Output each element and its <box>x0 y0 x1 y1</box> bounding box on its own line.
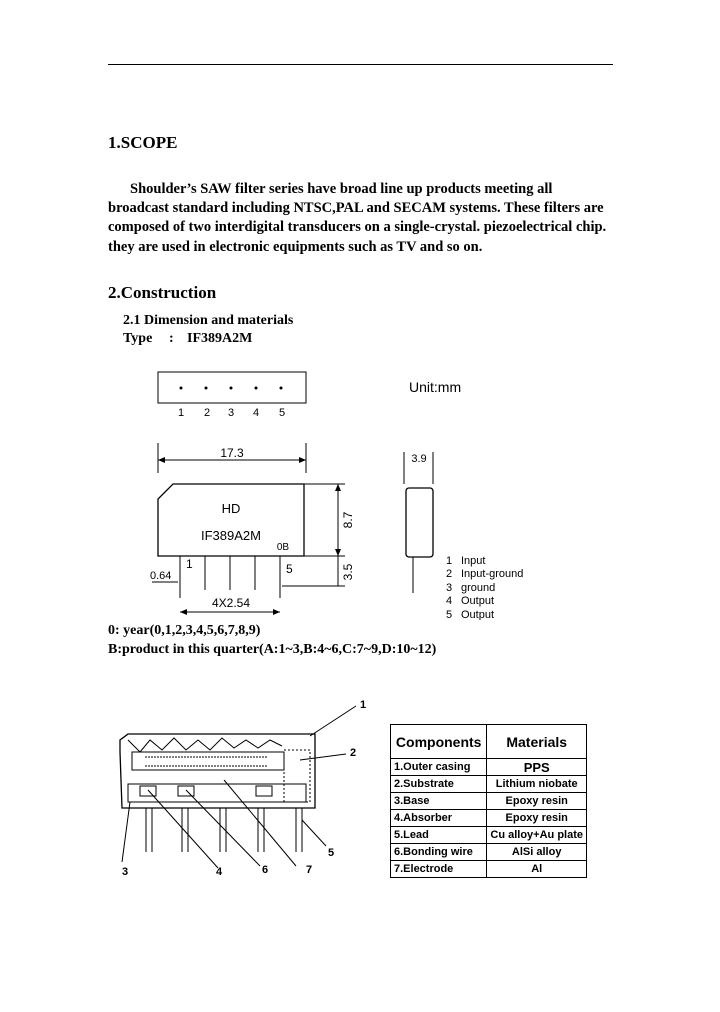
callout-4: 4 <box>216 866 223 878</box>
lead-length-dimension: 3.5 <box>341 563 355 581</box>
body-model: IF389A2M <box>201 528 261 543</box>
callout-3: 3 <box>122 866 129 878</box>
substrate <box>132 752 284 770</box>
material-cell: AlSi alloy <box>487 844 587 861</box>
body-brand: HD <box>221 501 241 516</box>
table-row <box>391 844 587 861</box>
table-row <box>391 793 587 810</box>
table-row <box>391 759 587 776</box>
scope-line: Shoulder’s SAW filter series have broad line up products meeting all <box>130 181 553 197</box>
scope-line: broadcast standard including NTSC,PAL and SECAM systems. These filters are <box>108 200 604 217</box>
material-cell: Al <box>487 861 587 878</box>
materials-table <box>390 724 587 878</box>
table-row <box>391 861 587 878</box>
component-cell: 5.Lead <box>391 827 487 844</box>
material-cell: PPS <box>487 759 587 776</box>
dimension-drawing <box>0 360 720 620</box>
unit-label: Unit:mm <box>409 379 462 395</box>
top-rule <box>108 64 613 65</box>
legend-num: 3 <box>446 582 453 594</box>
material-cell: Epoxy resin <box>487 810 587 827</box>
callout-1: 1 <box>360 699 367 711</box>
callout-6: 6 <box>262 864 269 876</box>
component-cell: 4.Absorber <box>391 810 487 827</box>
component-cell: 3.Base <box>391 793 487 810</box>
thickness-dimension: 3.9 <box>411 453 427 465</box>
scope-line: they are used in electronic equipments such as TV and so on. <box>108 238 483 255</box>
pin-width-dimension: 0.64 <box>150 570 172 582</box>
body-code: 0B <box>276 542 290 553</box>
scope-heading: 1.SCOPE <box>108 133 178 152</box>
component-cell: 2.Substrate <box>391 776 487 793</box>
material-cell: Cu alloy+Au plate <box>487 827 587 844</box>
type-label: Type <box>123 331 153 346</box>
scope-line: composed of two interdigital transducers on a single-crystal. piezoelectrical chip. <box>108 219 607 236</box>
legend-name: ground <box>461 582 496 594</box>
pin-first-label: 1 <box>186 557 193 571</box>
header-components: Components <box>391 725 487 759</box>
table-row <box>391 776 587 793</box>
type-value: IF389A2M <box>187 331 253 346</box>
type-separator: : <box>169 331 174 346</box>
quarter-note: B:product in this quarter(A:1~3,B:4~6,C:7~9,D:10~12) <box>108 642 437 657</box>
material-cell: Lithium niobate <box>487 776 587 793</box>
scope-paragraph <box>108 180 611 257</box>
top-pin-number: 4 <box>252 407 260 419</box>
table-row <box>391 827 587 844</box>
height-dimension: 8.7 <box>341 511 355 529</box>
construction-heading: 2.Construction <box>108 283 217 302</box>
top-pin-number: 3 <box>227 407 235 419</box>
legend-num: 4 <box>446 595 453 607</box>
dimension-subheading: 2.1 Dimension and materials <box>123 313 294 328</box>
legend-num: 5 <box>446 609 453 620</box>
legend-num: 1 <box>446 555 453 567</box>
component-cell: 7.Electrode <box>391 861 487 878</box>
component-cell: 1.Outer casing <box>391 759 487 776</box>
legend-name: Input <box>461 555 486 567</box>
component-cell: 6.Bonding wire <box>391 844 487 861</box>
material-cell: Epoxy resin <box>487 793 587 810</box>
legend-name: Output <box>461 595 495 607</box>
legend-num: 2 <box>446 568 453 580</box>
pin-last-label: 5 <box>286 562 293 576</box>
top-pin-number: 1 <box>177 407 185 419</box>
pitch-dimension: 4X2.54 <box>211 596 251 610</box>
table-row <box>391 810 587 827</box>
cross-section-drawing <box>100 690 390 890</box>
side-view-outline <box>406 488 433 557</box>
top-pin-number: 2 <box>203 407 211 419</box>
callout-5: 5 <box>328 847 335 859</box>
year-note: 0: year(0,1,2,3,4,5,6,7,8,9) <box>108 623 261 638</box>
top-pin-number: 5 <box>278 407 286 419</box>
legend-name: Input-ground <box>461 568 524 580</box>
width-dimension: 17.3 <box>220 446 244 460</box>
legend-name: Output <box>461 609 495 620</box>
callout-7: 7 <box>306 864 313 876</box>
base <box>128 784 306 802</box>
header-materials: Materials <box>487 725 587 759</box>
table-header-row <box>391 725 587 759</box>
callout-2: 2 <box>350 747 357 759</box>
outer-casing <box>120 734 315 808</box>
